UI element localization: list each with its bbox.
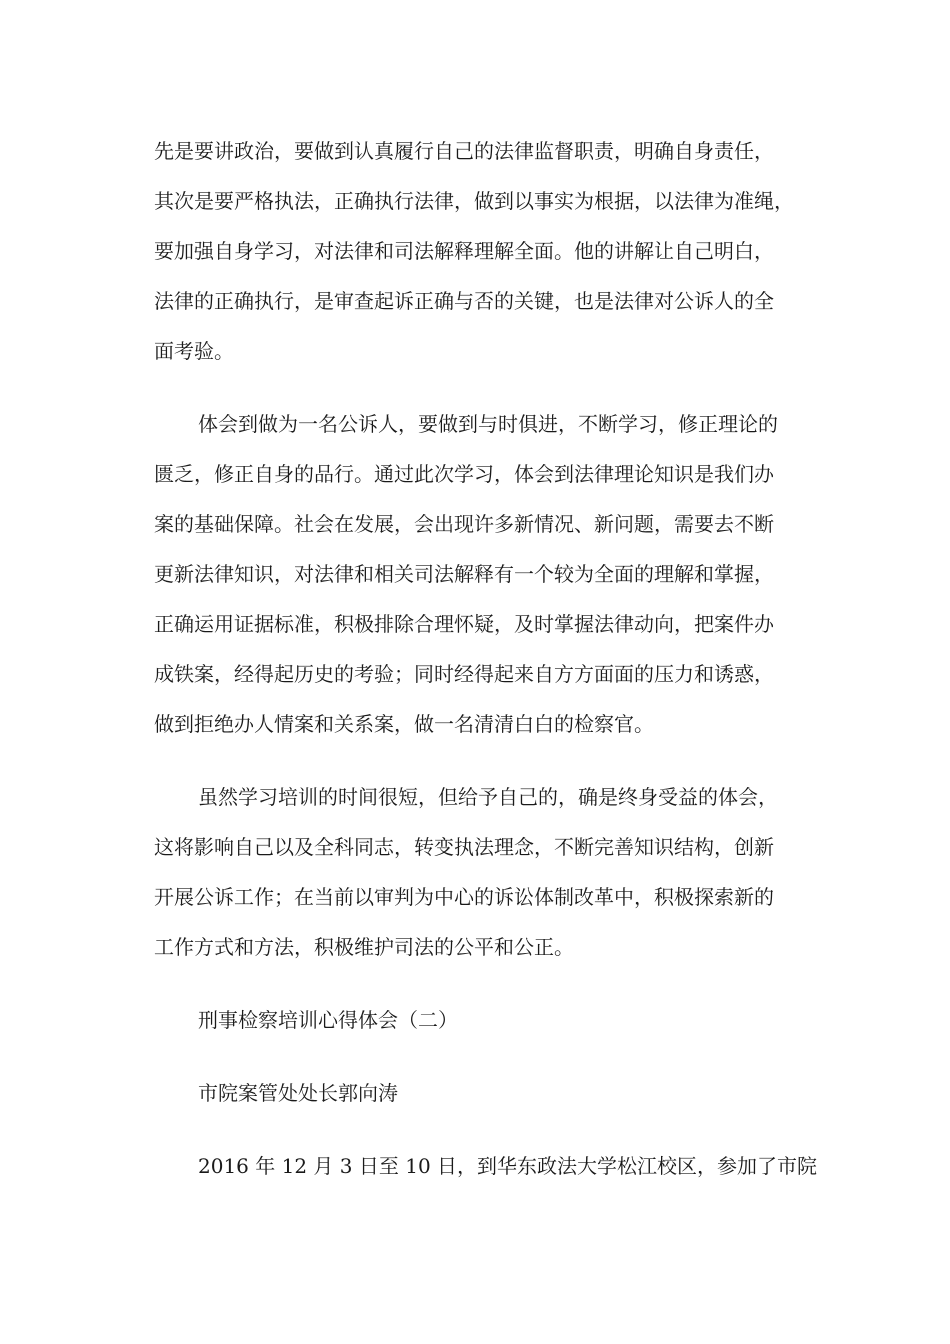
text-line: 案的基础保障。社会在发展，会出现许多新情况、新问题，需要去不断 — [154, 512, 774, 536]
author-text: 市院案管处处长郭向涛 — [198, 1081, 398, 1105]
text-line: 2016 年 12 月 3 日至 10 日，到华东政法大学松江校区，参加了市院 — [198, 1154, 818, 1178]
text-line: 这将影响自己以及全科同志，转变执法理念，不断完善知识结构，创新 — [154, 835, 774, 859]
paragraph-3 — [154, 772, 814, 972]
text-line: 法律的正确执行，是审查起诉正确与否的关键，也是法律对公诉人的全 — [154, 289, 774, 313]
text-line: 匮乏，修正自身的品行。通过此次学习，体会到法律理论知识是我们办 — [154, 462, 774, 486]
section-heading — [154, 995, 814, 1045]
text-line: 面考验。 — [154, 339, 234, 363]
text-line: 先是要讲政治，要做到认真履行自己的法律监督职责，明确自身责任， — [154, 139, 774, 163]
text-line: 其次是要严格执法，正确执行法律，做到以事实为根据，以法律为准绳， — [154, 189, 794, 213]
paragraph-gap — [154, 1118, 814, 1141]
text-line: 体会到做为一名公诉人，要做到与时俱进，不断学习，修正理论的 — [198, 412, 778, 436]
text-line: 工作方式和方法，积极维护司法的公平和公正。 — [154, 935, 574, 959]
paragraph-gap — [154, 972, 814, 995]
paragraph-gap — [154, 1045, 814, 1068]
paragraph-2 — [154, 399, 814, 749]
document-body — [154, 126, 818, 1191]
text-line: 更新法律知识，对法律和相关司法解释有一个较为全面的理解和掌握， — [154, 562, 774, 586]
text-line: 虽然学习培训的时间很短，但给予自己的，确是终身受益的体会， — [198, 785, 778, 809]
paragraph-gap — [154, 376, 814, 399]
text-line: 开展公诉工作；在当前以审判为中心的诉讼体制改革中，积极探索新的 — [154, 885, 774, 909]
author-line — [154, 1068, 814, 1118]
paragraph-gap — [154, 749, 814, 772]
text-line: 成铁案，经得起历史的考验；同时经得起来自方方面面的压力和诱惑， — [154, 662, 774, 686]
text-line: 要加强自身学习，对法律和司法解释理解全面。他的讲解让自己明白， — [154, 239, 774, 263]
paragraph-1 — [154, 126, 814, 376]
text-line: 做到拒绝办人情案和关系案，做一名清清白白的检察官。 — [154, 712, 654, 736]
paragraph-4 — [154, 1141, 818, 1191]
text-line: 正确运用证据标准，积极排除合理怀疑，及时掌握法律动向，把案件办 — [154, 612, 774, 636]
heading-line: 刑事检察培训心得体会（二） — [198, 1008, 458, 1032]
